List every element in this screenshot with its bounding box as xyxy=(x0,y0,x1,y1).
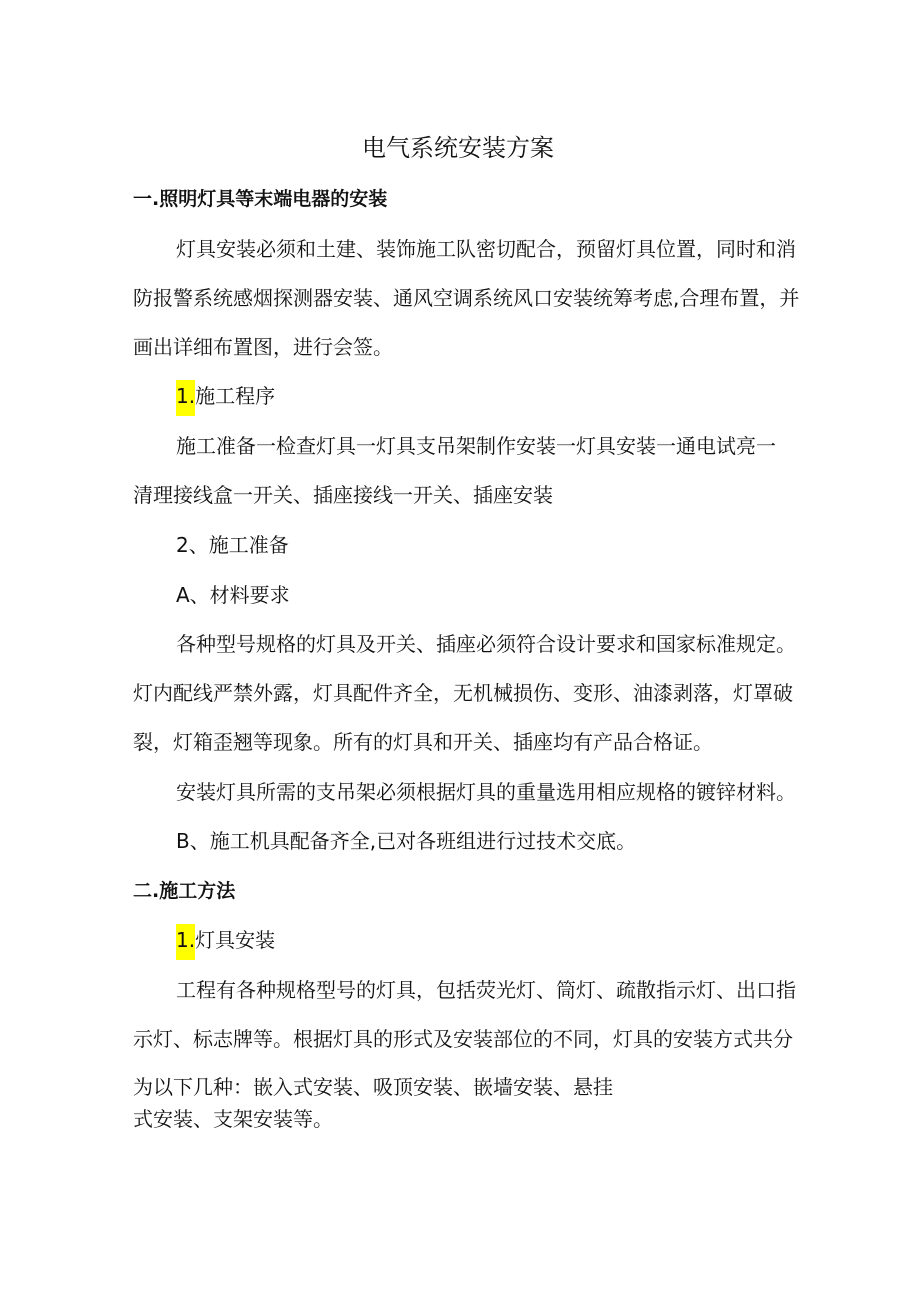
bracket-requirement: 安装灯具所需的支吊架必须根据灯具的重量选用相应规格的镀锌材料。 xyxy=(176,780,796,804)
subheading-label: 施工程序 xyxy=(195,384,276,408)
subheading-label: 灯具安装 xyxy=(195,928,276,952)
materials-line-3: 裂，灯箱歪翘等现象。所有的灯具和开关、插座均有产品合格证。 xyxy=(133,730,713,754)
section1-intro-line-3: 画出详细布置图，进行会签。 xyxy=(133,335,393,359)
section2-body-line-4: 式安装、支架安装等。 xyxy=(133,1107,333,1131)
highlighted-number: 1. xyxy=(176,924,195,960)
section1-intro-line-2: 防报警系统感烟探测器安装、通风空调系统风口安装统筹考虑,合理布置，并 xyxy=(133,286,800,310)
section2-body-line-2: 示灯、标志牌等。根据灯具的形式及安装部位的不同，灯具的安装方式共分 xyxy=(133,1027,793,1051)
subheading-preparation: 2、施工准备 xyxy=(176,533,289,557)
subheading-lamp-installation xyxy=(176,927,275,953)
highlighted-number: 1. xyxy=(176,380,195,416)
subheading-construction-procedure xyxy=(176,383,275,409)
document-title: 电气系统安装方案 xyxy=(362,134,554,162)
section2-heading: 二.施工方法 xyxy=(133,880,236,902)
procedure-line-1: 施工准备一检查灯具一灯具支吊架制作安装一灯具安装一通电试亮一 xyxy=(176,434,776,458)
subheading-material-requirements: A、材料要求 xyxy=(176,583,290,607)
section1-heading: 一.照明灯具等末端电器的安装 xyxy=(133,188,388,210)
procedure-line-2: 清理接线盒一开关、插座接线一开关、插座安装 xyxy=(133,483,553,507)
materials-line-1: 各种型号规格的灯具及开关、插座必须符合设计要求和国家标准规定。 xyxy=(176,632,796,656)
materials-line-2: 灯内配线严禁外露，灯具配件齐全，无机械损伤、变形、油漆剥落，灯罩破 xyxy=(133,681,793,705)
subheading-equipment: B、施工机具配备齐全,已对各班组进行过技术交底。 xyxy=(176,829,637,853)
section2-body-line-3: 为以下几种：嵌入式安装、吸顶安装、嵌墙安装、悬挂 xyxy=(133,1075,613,1099)
section2-body-line-1: 工程有各种规格型号的灯具，包括荧光灯、筒灯、疏散指示灯、出口指 xyxy=(176,978,796,1002)
section1-intro-line-1: 灯具安装必须和土建、装饰施工队密切配合，预留灯具位置，同时和消 xyxy=(176,237,796,261)
